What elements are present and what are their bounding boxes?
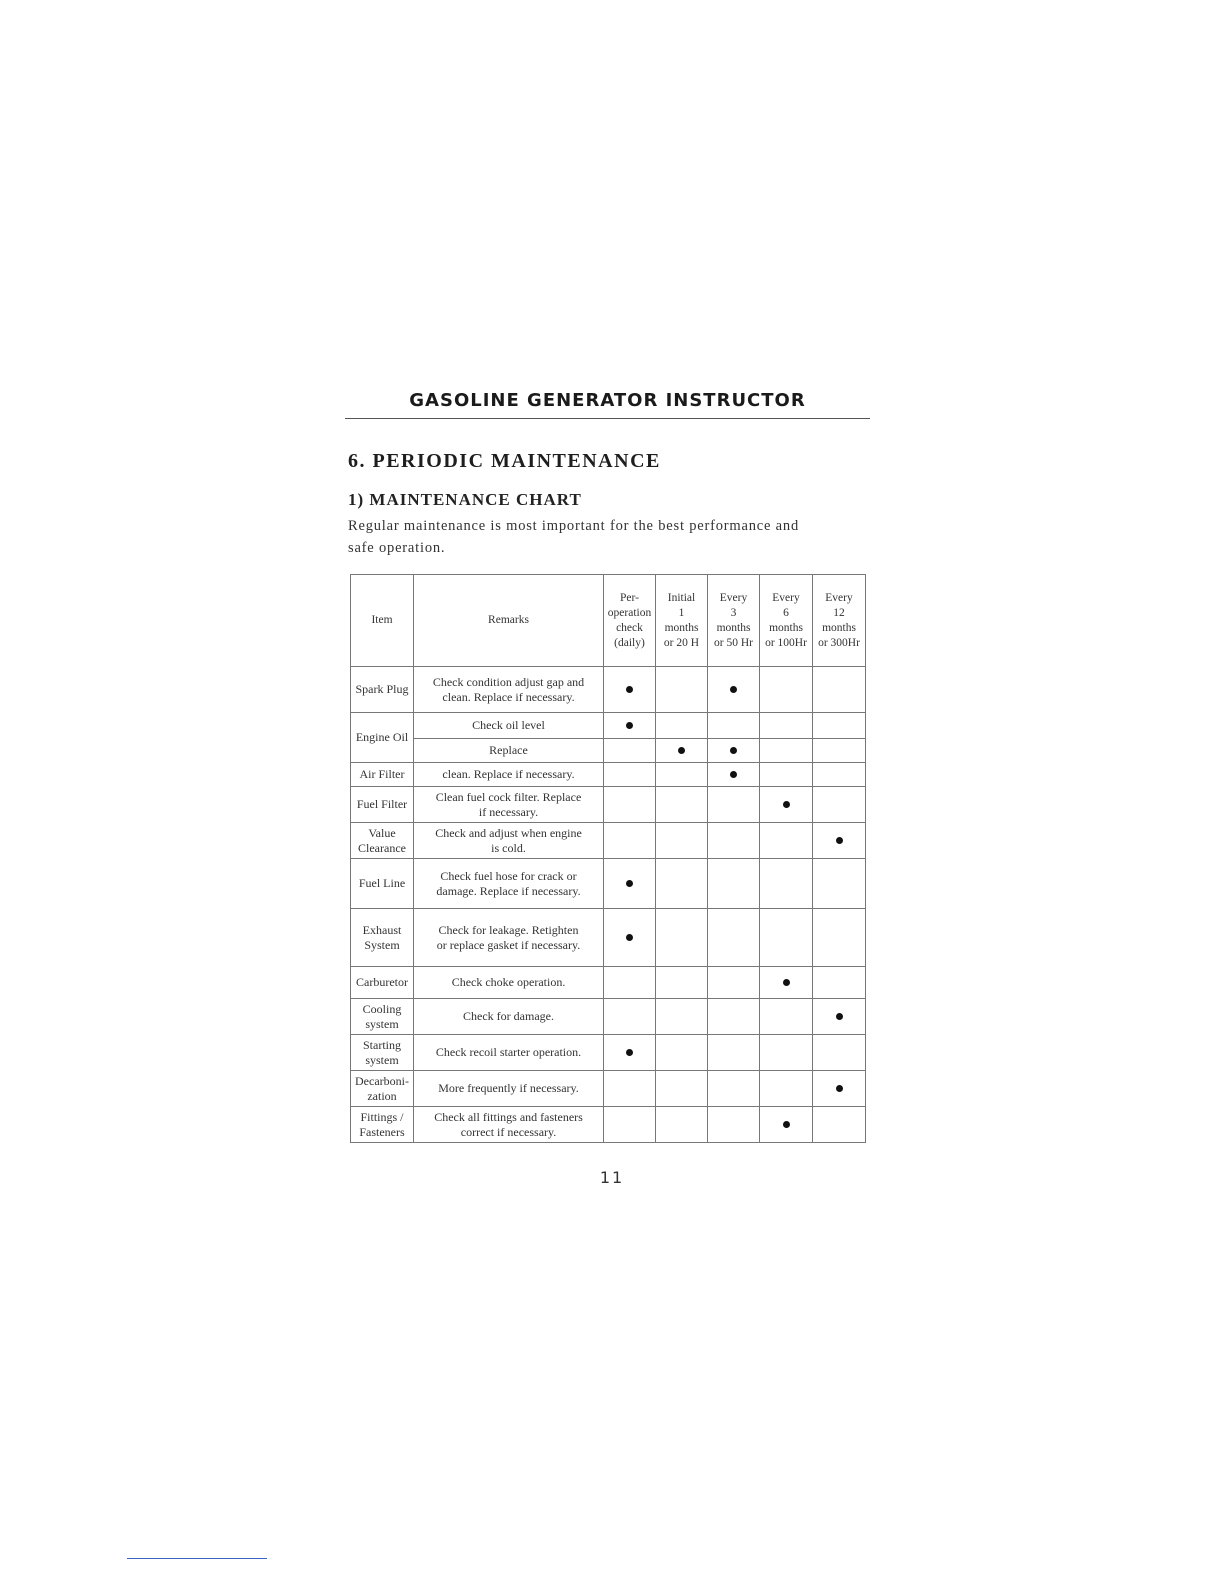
- page-number: 11: [599, 1168, 625, 1187]
- schedule-cell: [708, 967, 760, 999]
- bullet-icon: [730, 771, 737, 778]
- footnote-rule: [127, 1558, 267, 1559]
- bullet-icon: [783, 801, 790, 808]
- schedule-cell: [656, 1071, 708, 1107]
- schedule-cell: [708, 739, 760, 763]
- remarks-cell: Check for damage.: [414, 999, 604, 1035]
- schedule-cell: [656, 1107, 708, 1143]
- schedule-cell: [656, 739, 708, 763]
- schedule-cell: [813, 763, 866, 787]
- schedule-cell: [760, 1035, 813, 1071]
- schedule-cell: [708, 823, 760, 859]
- remarks-cell: Check choke operation.: [414, 967, 604, 999]
- schedule-cell: [708, 1035, 760, 1071]
- remarks-cell: Check all fittings and fasteners correct if necessary.: [414, 1107, 604, 1143]
- table-row: [351, 713, 866, 739]
- schedule-cell: [760, 1107, 813, 1143]
- header-rule: [345, 418, 870, 419]
- table-row: [351, 967, 866, 999]
- schedule-cell: [656, 909, 708, 967]
- schedule-cell: [813, 967, 866, 999]
- schedule-cell: [656, 667, 708, 713]
- schedule-cell: [813, 1071, 866, 1107]
- schedule-cell: [708, 1071, 760, 1107]
- header-daily: Per- operation check (daily): [604, 575, 656, 667]
- schedule-cell: [604, 1071, 656, 1107]
- schedule-cell: [604, 1107, 656, 1143]
- schedule-cell: [813, 859, 866, 909]
- schedule-cell: [813, 1107, 866, 1143]
- remarks-cell: More frequently if necessary.: [414, 1071, 604, 1107]
- table-row: [351, 763, 866, 787]
- intro-paragraph: [348, 515, 848, 559]
- schedule-cell: [760, 739, 813, 763]
- schedule-cell: [708, 713, 760, 739]
- schedule-cell: [760, 967, 813, 999]
- table-row: [351, 739, 866, 763]
- schedule-cell: [813, 909, 866, 967]
- schedule-cell: [604, 713, 656, 739]
- remarks-cell: Check condition adjust gap and clean. Replace if necessary.: [414, 667, 604, 713]
- schedule-cell: [760, 999, 813, 1035]
- header-remarks: Remarks: [414, 575, 604, 667]
- schedule-cell: [760, 1071, 813, 1107]
- schedule-cell: [604, 1035, 656, 1071]
- item-cell: Starting system: [351, 1035, 414, 1071]
- header-every-3-months: Every 3 months or 50 Hr: [708, 575, 760, 667]
- header-every-12-months: Every 12 months or 300Hr: [813, 575, 866, 667]
- table-header-row: [351, 575, 866, 667]
- bullet-icon: [730, 686, 737, 693]
- intro-line-2: safe operation.: [348, 540, 446, 556]
- schedule-cell: [604, 787, 656, 823]
- schedule-cell: [604, 999, 656, 1035]
- schedule-cell: [760, 667, 813, 713]
- schedule-cell: [813, 999, 866, 1035]
- schedule-cell: [656, 713, 708, 739]
- header-item: Item: [351, 575, 414, 667]
- item-cell: Fuel Line: [351, 859, 414, 909]
- bullet-icon: [626, 722, 633, 729]
- table-row: [351, 787, 866, 823]
- schedule-cell: [656, 763, 708, 787]
- bullet-icon: [836, 837, 843, 844]
- item-cell: Fittings / Fasteners: [351, 1107, 414, 1143]
- schedule-cell: [604, 909, 656, 967]
- remarks-cell: Clean fuel cock filter. Replace if necessary.: [414, 787, 604, 823]
- remarks-cell: Check oil level: [414, 713, 604, 739]
- bullet-icon: [783, 979, 790, 986]
- bullet-icon: [836, 1085, 843, 1092]
- schedule-cell: [656, 967, 708, 999]
- remarks-cell: Replace: [414, 739, 604, 763]
- schedule-cell: [604, 859, 656, 909]
- schedule-cell: [813, 823, 866, 859]
- schedule-cell: [708, 909, 760, 967]
- remarks-cell: Check for leakage. Retighten or replace gasket if necessary.: [414, 909, 604, 967]
- bullet-icon: [836, 1013, 843, 1020]
- table-row: [351, 909, 866, 967]
- schedule-cell: [708, 1107, 760, 1143]
- schedule-cell: [760, 823, 813, 859]
- schedule-cell: [656, 1035, 708, 1071]
- bullet-icon: [783, 1121, 790, 1128]
- schedule-cell: [760, 859, 813, 909]
- schedule-cell: [708, 859, 760, 909]
- item-cell: Cooling system: [351, 999, 414, 1035]
- schedule-cell: [656, 787, 708, 823]
- bullet-icon: [730, 747, 737, 754]
- item-cell: Spark Plug: [351, 667, 414, 713]
- item-cell: Air Filter: [351, 763, 414, 787]
- remarks-cell: clean. Replace if necessary.: [414, 763, 604, 787]
- schedule-cell: [813, 739, 866, 763]
- bullet-icon: [678, 747, 685, 754]
- document-header: GASOLINE GENERATOR INSTRUCTOR: [409, 390, 806, 411]
- table-row: [351, 1071, 866, 1107]
- item-cell: Value Clearance: [351, 823, 414, 859]
- schedule-cell: [656, 859, 708, 909]
- schedule-cell: [760, 713, 813, 739]
- schedule-cell: [604, 967, 656, 999]
- bullet-icon: [626, 1049, 633, 1056]
- table-row: [351, 1107, 866, 1143]
- chart-subtitle: 1) MAINTENANCE CHART: [348, 490, 582, 509]
- schedule-cell: [604, 763, 656, 787]
- bullet-icon: [626, 880, 633, 887]
- header-every-6-months: Every 6 months or 100Hr: [760, 575, 813, 667]
- remarks-cell: Check fuel hose for crack or damage. Replace if necessary.: [414, 859, 604, 909]
- table-row: [351, 1035, 866, 1071]
- item-cell: Fuel Filter: [351, 787, 414, 823]
- schedule-cell: [604, 739, 656, 763]
- table-row: [351, 667, 866, 713]
- schedule-cell: [813, 1035, 866, 1071]
- schedule-cell: [604, 823, 656, 859]
- remarks-cell: Check and adjust when engine is cold.: [414, 823, 604, 859]
- schedule-cell: [760, 909, 813, 967]
- table-row: [351, 823, 866, 859]
- item-cell: Decarboni- zation: [351, 1071, 414, 1107]
- item-cell: Carburetor: [351, 967, 414, 999]
- schedule-cell: [656, 999, 708, 1035]
- schedule-cell: [708, 667, 760, 713]
- schedule-cell: [813, 713, 866, 739]
- maintenance-chart-table: [350, 574, 866, 1143]
- schedule-cell: [813, 667, 866, 713]
- table-row: [351, 859, 866, 909]
- schedule-cell: [604, 667, 656, 713]
- schedule-cell: [708, 787, 760, 823]
- schedule-cell: [708, 999, 760, 1035]
- schedule-cell: [760, 763, 813, 787]
- schedule-cell: [708, 763, 760, 787]
- table-row: [351, 999, 866, 1035]
- item-cell: Engine Oil: [351, 713, 414, 763]
- intro-line-1: Regular maintenance is most important for the best performance and: [348, 518, 800, 534]
- bullet-icon: [626, 934, 633, 941]
- item-cell: Exhaust System: [351, 909, 414, 967]
- schedule-cell: [656, 823, 708, 859]
- schedule-cell: [813, 787, 866, 823]
- header-initial: Initial 1 months or 20 H: [656, 575, 708, 667]
- schedule-cell: [760, 787, 813, 823]
- section-title: 6. PERIODIC MAINTENANCE: [348, 450, 661, 472]
- remarks-cell: Check recoil starter operation.: [414, 1035, 604, 1071]
- bullet-icon: [626, 686, 633, 693]
- table-body: [351, 667, 866, 1143]
